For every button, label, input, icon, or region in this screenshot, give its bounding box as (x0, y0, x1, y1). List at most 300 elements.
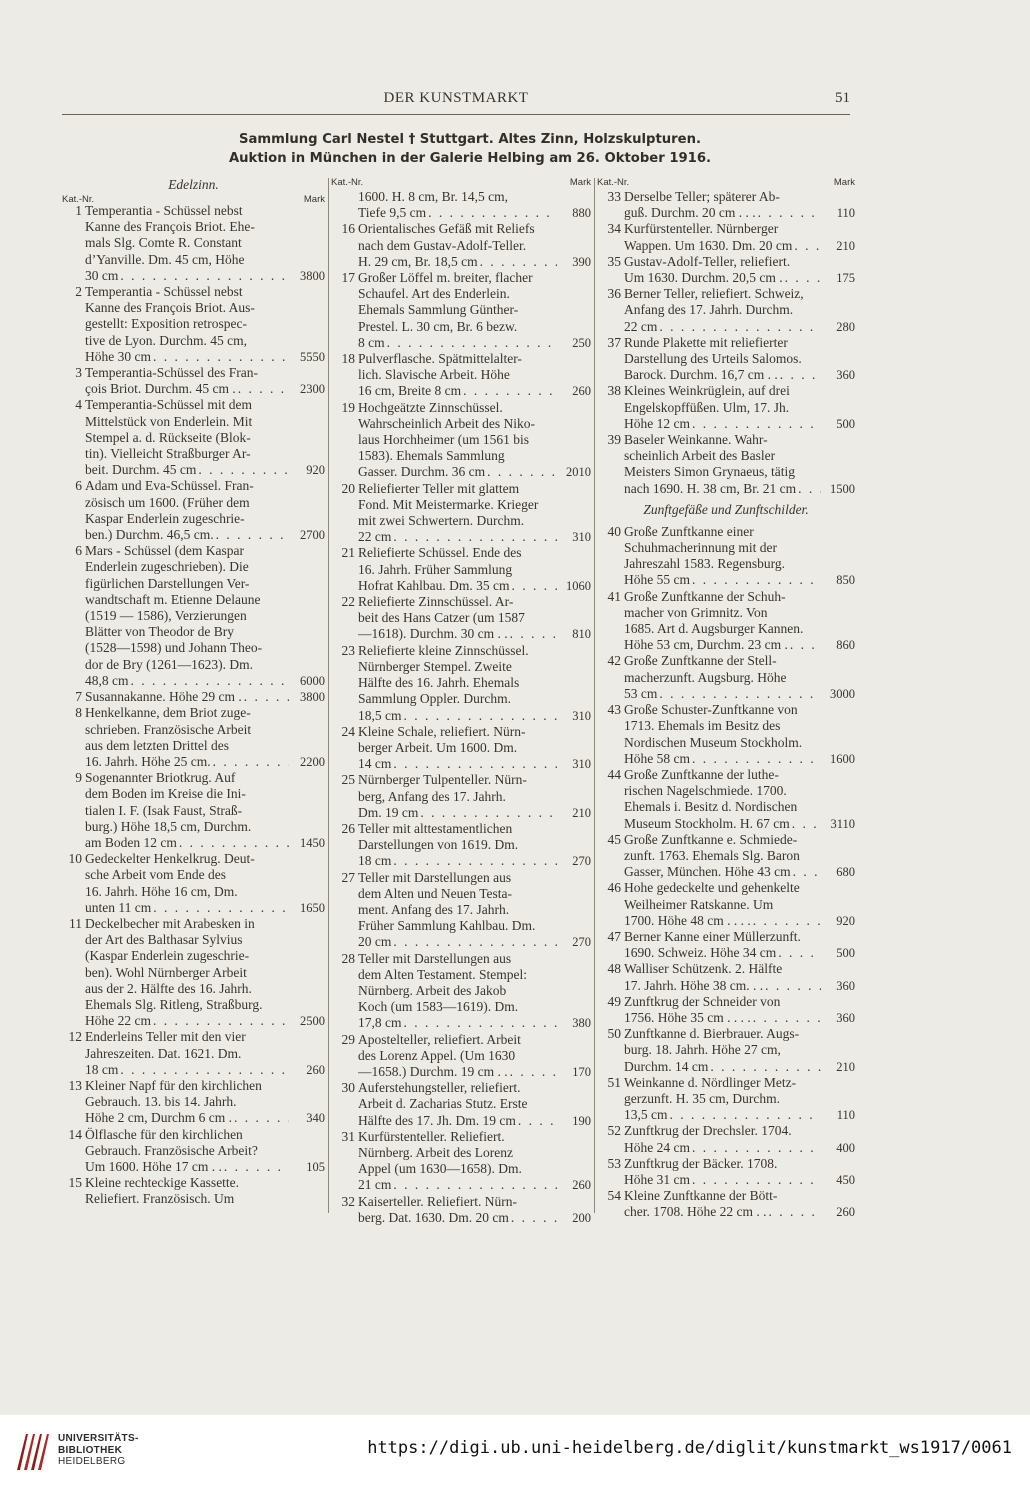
dot-leader (232, 1110, 289, 1126)
dot-leader (402, 708, 558, 724)
catalog-number: 36 (607, 286, 621, 302)
catalog-entry (62, 478, 325, 543)
dot-leader (402, 1015, 558, 1031)
description-line-text: 48,8 cm (85, 672, 129, 688)
price-mark: 170 (572, 1064, 591, 1079)
description-line (358, 1177, 557, 1193)
description-line-text: Hälfte des 17. Jh. Dm. 19 cm (358, 1112, 516, 1128)
price-mark: 810 (572, 627, 591, 642)
description-line-text: 53 cm (624, 685, 658, 701)
description-line: Kanne des François Briot. Ehe- (85, 219, 255, 235)
description-line: Temperantia-Schüssel des Fran- (85, 365, 259, 381)
description-line: Appel (um 1630—1658). Dm. (358, 1161, 522, 1177)
entry-description (624, 221, 821, 253)
entry-description (85, 770, 289, 851)
description-line-text: 22 cm (358, 529, 392, 545)
description-line (85, 462, 289, 478)
description-line: Schaufel. Art des Enderlein. (358, 286, 510, 302)
description-line: mals Slg. Comte R. Constant (85, 235, 242, 251)
catalog-number: 6 (75, 543, 82, 559)
description-line-text: Höhe 55 cm (624, 572, 690, 588)
entry-description (358, 351, 557, 400)
description-line (85, 1013, 289, 1029)
description-line-text: 16 cm, Breite 8 cm (358, 383, 462, 399)
catalog-number: 18 (341, 351, 355, 367)
dot-leader (151, 1013, 289, 1029)
description-line: burg.) Höhe 18,5 cm, Durchm. (85, 818, 252, 834)
description-line (358, 529, 557, 545)
column-header-number: Kat.-Nr. (597, 177, 630, 188)
description-line (624, 1204, 821, 1220)
catalog-number: 37 (607, 334, 621, 350)
description-line-text: guß. Durchm. 20 cm . . . (624, 205, 756, 221)
catalog-number (331, 189, 358, 221)
price-mark: 210 (836, 1059, 855, 1074)
entry-description (624, 286, 821, 335)
description-line-text: beit. Durchm. 45 cm (85, 462, 197, 478)
description-line: des Lorenz Appel. (Um 1630 (358, 1047, 516, 1063)
description-line: (1519 — 1586), Verzierungen (85, 608, 247, 624)
description-line: Große Zunftkanne der Stell- (624, 653, 777, 669)
catalog-number: 16 (341, 221, 355, 237)
entry-description (85, 1078, 289, 1127)
description-line: Darstellung des Urteils Salomos. (624, 351, 802, 367)
entry-description (624, 702, 821, 767)
catalog-number: 43 (607, 702, 621, 718)
description-line: Große Zunftkanne einer (624, 523, 754, 539)
catalog-entry (597, 1026, 855, 1075)
catalog-entry (62, 1029, 325, 1078)
description-line-text: 1690. Schweiz. Höhe 34 cm (624, 945, 777, 961)
catalog-number: 50 (607, 1026, 621, 1042)
dot-leader (385, 335, 557, 351)
catalog-entry (331, 189, 591, 221)
description-line-text: Tiefe 9,5 cm (358, 205, 427, 221)
description-line (85, 1062, 289, 1078)
entry-description (358, 772, 557, 821)
description-line: 1713. Ehemals im Besitz des (624, 718, 781, 734)
description-line: Teller mit alttestamentlichen (358, 820, 513, 836)
description-line-text: Höhe 12 cm (624, 415, 690, 431)
description-line-text: 18,5 cm (358, 707, 402, 723)
catalog-entry (62, 1127, 325, 1176)
entry-description (624, 961, 821, 993)
description-line-text: Museum Stockholm. H. 67 cm (624, 815, 790, 831)
catalog-entry (331, 724, 591, 773)
dot-leader (211, 754, 289, 770)
description-line-text: —1618). Durchm. 30 cm . . (358, 626, 508, 642)
column-header (331, 176, 591, 189)
price-mark: 1060 (566, 578, 591, 593)
description-line-text: Barock. Durchm. 16,7 cm . . (624, 367, 778, 383)
catalog-entry (331, 951, 591, 1032)
description-line: ben). Wohl Nürnberger Arbeit (85, 964, 247, 980)
description-line (624, 270, 821, 286)
page-number: 51 (835, 90, 850, 106)
price-mark: 1500 (830, 481, 855, 496)
description-line: Berner Teller, reliefiert. Schweiz, (624, 286, 804, 302)
dot-leader (751, 1010, 821, 1026)
dot-leader (214, 527, 289, 543)
price-mark: 920 (836, 913, 855, 928)
description-line: Große Zunftkanne e. Schmiede- (624, 831, 798, 847)
description-line: Nordischen Museum Stockholm. (624, 734, 803, 750)
description-line-text: Höhe 2 cm, Durchm 6 cm . (85, 1110, 232, 1126)
entry-list (331, 189, 591, 1226)
column-header-price: Mark (569, 177, 591, 188)
description-line (85, 349, 289, 365)
description-line: Früher Sammlung Kahlbau. Dm. (358, 918, 536, 934)
catalog-entry (331, 270, 591, 351)
description-line-text: nach 1690. H. 38 cm, Br. 21 cm (624, 480, 797, 496)
description-line-text: 17. Jahrh. Höhe 38 cm. . . (624, 977, 764, 993)
price-mark: 360 (836, 978, 855, 993)
entry-description (85, 916, 289, 1029)
catalog-number: 33 (607, 189, 621, 204)
entry-description (85, 851, 289, 916)
description-line (624, 1059, 821, 1075)
description-line: Weinkanne d. Nördlinger Metz- (624, 1074, 797, 1090)
entry-description (358, 594, 557, 643)
description-line-text: 16. Jahrh. Höhe 25 cm. (85, 753, 211, 769)
catalog-entry (62, 705, 325, 770)
description-line: Reliefierter Teller mit glattem (358, 480, 520, 496)
description-line (85, 268, 289, 284)
description-line: Temperantia - Schüssel nebst (85, 203, 243, 218)
catalog-number: 40 (607, 523, 621, 539)
description-line: burg. 18. Jahrh. Höhe 27 cm, (624, 1042, 781, 1058)
price-mark: 360 (836, 1010, 855, 1025)
description-line (85, 527, 289, 543)
description-line (358, 205, 557, 221)
dot-leader (690, 416, 821, 432)
description-line-text: Hofrat Kahlbau. Dm. 35 cm (358, 577, 510, 593)
catalog-entry (62, 284, 325, 365)
entry-description (358, 1129, 557, 1194)
description-line: macher von Grimnitz. Von (624, 604, 768, 620)
description-line-text: Um 1630. Durchm. 20,5 cm . (624, 270, 783, 286)
description-line (358, 335, 557, 351)
description-line-text: 30 cm (85, 267, 119, 283)
catalog-entry (597, 589, 855, 654)
price-mark: 1450 (300, 835, 325, 850)
description-line (358, 383, 557, 399)
library-logo-icon (15, 1432, 49, 1472)
catalog-entry (331, 1032, 591, 1081)
description-line: Kleines Weinkrüglein, auf drei (624, 383, 790, 399)
dot-leader (426, 205, 557, 221)
entry-description (624, 994, 821, 1026)
entry-description (358, 189, 557, 221)
catalog-entry (331, 221, 591, 270)
catalog-entry (597, 286, 855, 335)
catalog-entry (331, 1194, 591, 1226)
entry-description (85, 284, 289, 365)
entry-list (597, 524, 855, 1221)
description-line-text: Durchm. 14 cm (624, 1058, 709, 1074)
catalog-number: 9 (75, 770, 82, 786)
description-line: Kleine rechteckige Kassette. (85, 1175, 240, 1191)
price-mark: 175 (836, 271, 855, 286)
description-line: zösisch um 1600. (Früher dem (85, 494, 250, 510)
catalog-number: 6 (75, 478, 82, 494)
description-line: Koch (um 1583—1619). Dm. (358, 999, 519, 1015)
description-line-text: Dm. 19 cm (358, 804, 419, 820)
dot-leader (196, 462, 289, 478)
entry-description (624, 432, 821, 497)
entry-description (624, 880, 821, 929)
description-line-text: Gasser. Durchm. 36 cm (358, 464, 486, 480)
description-line: 16. Jahrh. Höhe 16 cm, Dm. (85, 883, 238, 899)
description-line: Kurfürstenteller. Reliefiert. (358, 1128, 505, 1144)
description-line: Walliser Schützenk. 2. Hälfte (624, 961, 783, 977)
description-line (624, 978, 821, 994)
dot-leader (516, 1113, 557, 1129)
description-line-text: Höhe 24 cm (624, 1139, 690, 1155)
description-line-text: am Boden 12 cm (85, 834, 177, 850)
description-line: Gebrauch. Französische Arbeit? (85, 1142, 258, 1158)
description-line (624, 416, 821, 432)
catalog-entry (62, 689, 325, 705)
catalog-number: 27 (341, 869, 355, 885)
catalog-entry (62, 365, 325, 397)
catalog-entry (597, 254, 855, 286)
catalog-number: 41 (607, 588, 621, 604)
catalog-entry (331, 594, 591, 643)
entry-description (624, 767, 821, 832)
entry-description (85, 397, 289, 478)
description-line: Nürnberger Stempel. Zweite (358, 658, 512, 674)
catalog-number: 21 (341, 545, 355, 561)
price-mark: 210 (572, 805, 591, 820)
dot-leader (778, 367, 821, 383)
description-line (358, 1113, 557, 1129)
description-line: tialen I. F. (Isak Faust, Straß- (85, 802, 243, 818)
description-line (624, 572, 821, 588)
entry-list (597, 189, 855, 497)
dot-leader (708, 1059, 821, 1075)
description-line: Gebrauch. 13. bis 14. Jahrh. (85, 1094, 237, 1110)
description-line (85, 689, 289, 705)
dot-leader (509, 1210, 557, 1226)
entry-description (85, 1127, 289, 1176)
entry-description (358, 1032, 557, 1081)
description-line: Meisters Simon Grynaeus, tätig (624, 464, 795, 480)
description-line: Gedeckelter Henkelkrug. Deut- (85, 851, 255, 867)
description-line: dem Alten und Neuen Testa- (358, 885, 513, 901)
price-mark: 110 (836, 1108, 855, 1123)
description-line: Schuhmacherinnung mit der (624, 540, 777, 556)
catalog-number: 52 (607, 1123, 621, 1139)
description-line (358, 756, 557, 772)
price-mark: 270 (572, 854, 591, 869)
entry-description (85, 365, 289, 397)
description-line: Engelskopffüßen. Ulm, 17. Jh. (624, 399, 790, 415)
description-line: Darstellungen von 1619. Dm. (358, 837, 519, 853)
entry-description (624, 383, 821, 432)
catalog-number: 42 (607, 653, 621, 669)
description-line (624, 816, 821, 832)
description-line (624, 864, 821, 880)
description-line: ment. Anfang des 17. Jahrh. (358, 901, 510, 917)
description-line-text: —1658.) Durchm. 19 cm . . (358, 1063, 508, 1079)
entry-description (85, 1029, 289, 1078)
price-mark: 2300 (300, 382, 325, 397)
price-mark: 380 (572, 1016, 591, 1031)
description-line: 16. Jahrh. Früher Sammlung (358, 561, 513, 577)
description-line: gerzunft. H. 35 cm, Durchm. (624, 1090, 780, 1106)
description-line: Deckelbecher mit Arabesken in (85, 915, 255, 931)
price-mark: 310 (572, 530, 591, 545)
description-line: berger Arbeit. Um 1600. Dm. (358, 739, 518, 755)
description-line (358, 578, 557, 594)
description-line (624, 637, 821, 653)
logo-line: BIBLIOTHEK (58, 1444, 123, 1456)
dot-leader (242, 689, 289, 705)
description-line: Auferstehungsteller, reliefiert. (358, 1080, 521, 1096)
description-line: Ölflasche für den kirchlichen (85, 1126, 243, 1142)
description-line: Orientalisches Gefäß mit Reliefs (358, 221, 535, 237)
description-line: Kaiserteller. Reliefiert. Nürn- (358, 1193, 517, 1209)
catalog-entry (597, 1188, 855, 1220)
entry-description (624, 1075, 821, 1124)
description-line: Runde Plakette mit reliefierter (624, 334, 788, 350)
price-mark: 2010 (566, 465, 591, 480)
section-heading: Zunftgefäße und Zunftschilder. (643, 501, 809, 517)
price-mark: 1600 (830, 751, 855, 766)
catalog-number: 29 (341, 1031, 355, 1047)
catalog-number: 47 (607, 928, 621, 944)
description-line: Temperantia-Schüssel mit dem (85, 397, 253, 413)
description-line: zunft. 1763. Ehemals Slg. Baron (624, 847, 800, 863)
dot-leader (508, 1064, 557, 1080)
description-line: Nürnberger Tulpenteller. Nürn- (358, 772, 527, 788)
description-line: schrieben. Französische Arbeit (85, 721, 252, 737)
description-line: Sammlung Oppler. Durchm. (358, 691, 511, 707)
dot-leader (391, 529, 557, 545)
entry-description (358, 951, 557, 1032)
catalog-number: 49 (607, 993, 621, 1009)
dot-leader (485, 464, 557, 480)
source-url[interactable]: https://digi.ub.uni-heidelberg.de/diglit/kunstmarkt_ws1917/0061 (367, 1438, 1012, 1458)
description-line (624, 481, 821, 497)
entry-description (85, 705, 289, 770)
column-divider (328, 178, 329, 1213)
price-mark: 110 (836, 206, 855, 221)
description-line-text: Wappen. Um 1630. Dm. 20 cm (624, 237, 793, 253)
catalog-number: 44 (607, 766, 621, 782)
catalog-number: 26 (341, 820, 355, 836)
description-line: Stempel a. d. Rückseite (Blok- (85, 429, 251, 445)
dot-leader (792, 238, 821, 254)
dot-leader (790, 816, 821, 832)
price-mark: 105 (306, 1159, 325, 1174)
entry-description (624, 1123, 821, 1155)
description-line: Enderlein zugeschrieben). Die (85, 559, 249, 575)
entry-description (624, 1026, 821, 1075)
price-mark: 280 (836, 319, 855, 334)
description-line: Blätter von Theodor de Bry (85, 624, 234, 640)
catalog-number: 35 (607, 253, 621, 269)
description-line (624, 1172, 821, 1188)
catalog-entry (331, 351, 591, 400)
description-line: tive de Lyon. Durchm. 45 cm, (85, 332, 247, 348)
description-line: 1583). Ehemals Sammlung (358, 448, 505, 464)
catalog-entry (331, 1080, 591, 1129)
description-line (358, 254, 557, 270)
auction-title-line-1: Sammlung Carl Nestel † Stuttgart. Altes Zinn, Holzskulpturen. (239, 132, 701, 147)
library-logo-text (58, 1433, 139, 1468)
price-mark: 2500 (300, 1014, 325, 1029)
description-line (624, 1010, 821, 1026)
catalog-number: 48 (607, 961, 621, 977)
price-mark: 880 (572, 206, 591, 221)
description-line: Wahrscheinlich Arbeit des Niko- (358, 415, 535, 431)
description-line: Prestel. L. 30 cm, Br. 6 bezw. (358, 318, 518, 334)
description-line: Reliefiert. Französisch. Um (85, 1191, 235, 1207)
catalog-number: 17 (341, 270, 355, 286)
description-line (85, 900, 289, 916)
catalog-number: 22 (341, 594, 355, 610)
section-heading: Edelzinn. (168, 177, 219, 192)
description-line: Kleine Schale, reliefiert. Nürn- (358, 723, 526, 739)
price-mark: 210 (836, 238, 855, 253)
entry-description (624, 524, 821, 589)
description-line (85, 1159, 289, 1175)
description-line: dem Boden im Kreise die Ini- (85, 786, 246, 802)
catalog-entry (62, 1175, 325, 1207)
catalog-number: 25 (341, 772, 355, 788)
catalog-entry (597, 961, 855, 993)
price-mark: 260 (306, 1062, 325, 1077)
entry-description (85, 203, 289, 284)
price-mark: 390 (572, 254, 591, 269)
entry-description (624, 832, 821, 881)
logo-line: UNIVERSITÄTS- (58, 1433, 139, 1444)
description-line-text: Höhe 30 cm (85, 348, 151, 364)
catalog-entry (597, 702, 855, 767)
column-header-number: Kat.-Nr. (62, 194, 95, 205)
catalog-number: 23 (341, 642, 355, 658)
description-line: Zunftkanne d. Bierbrauer. Augs- (624, 1026, 800, 1042)
catalog-entry (597, 929, 855, 961)
description-line: Hochgeätzte Zinnschüssel. (358, 399, 503, 415)
entry-description (358, 481, 557, 546)
catalog-entry (597, 335, 855, 384)
entry-description (85, 543, 289, 689)
catalog-column-2 (331, 176, 591, 1226)
description-line (624, 319, 821, 335)
description-line-text: Höhe 58 cm (624, 750, 690, 766)
dot-leader (783, 270, 821, 286)
description-line (85, 754, 289, 770)
auction-title-line-2: Auktion in München in der Galerie Helbing am 26. Oktober 1916. (228, 151, 712, 166)
catalog-entry (597, 189, 855, 221)
description-line: berg, Anfang des 17. Jahrh. (358, 788, 506, 804)
description-line-text: Susannakanne. Höhe 29 cm . (85, 689, 242, 705)
description-line (358, 934, 557, 950)
description-line: sche Arbeit vom Ende des (85, 867, 226, 883)
description-line (624, 1107, 821, 1123)
catalog-number: 38 (607, 383, 621, 399)
dot-leader (690, 1172, 821, 1188)
catalog-number: 20 (341, 480, 355, 496)
catalog-entry (597, 1075, 855, 1124)
description-line: d’Yanville. Dm. 45 cm, Höhe (85, 251, 245, 267)
dot-leader (236, 381, 289, 397)
description-line: Zunftkrug der Schneider von (624, 993, 781, 1009)
description-line: Zunftkrug der Bäcker. 1708. (624, 1155, 778, 1171)
